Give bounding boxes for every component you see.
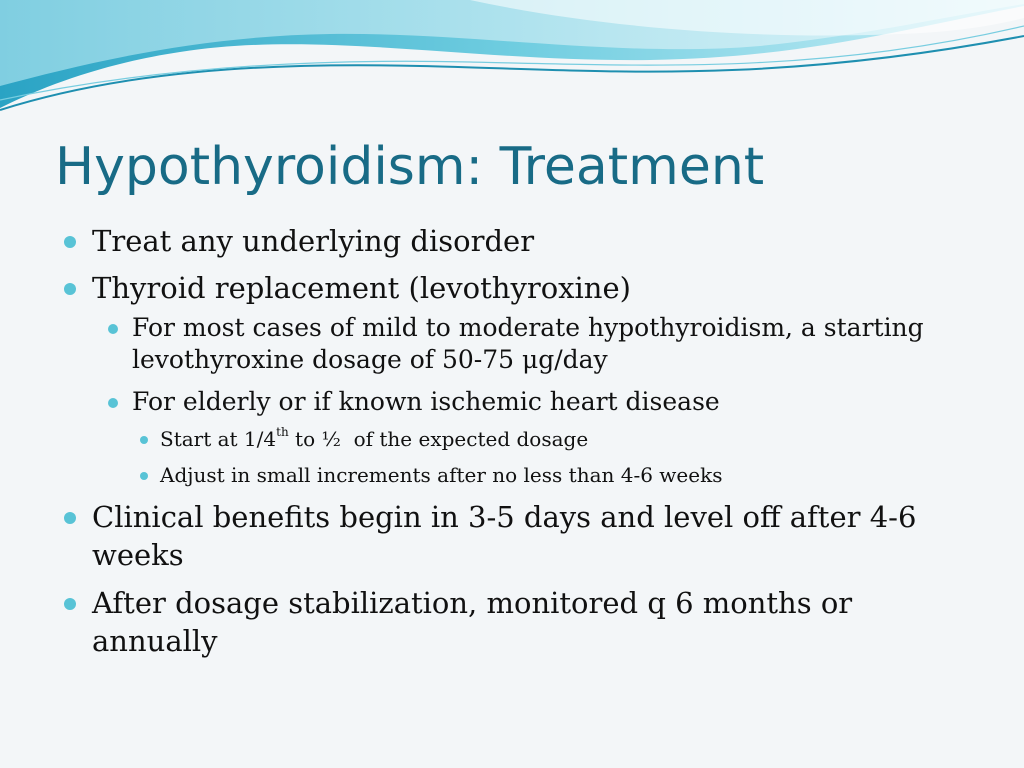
sub-sub-bullet-text-end: to ½ of the expected dosage	[288, 427, 589, 451]
sub-sub-bullet-text: Adjust in small increments after no less than 4-6 weeks	[160, 463, 723, 487]
bullet-dot-icon	[108, 324, 118, 334]
bullet-text: Treat any underlying disorder	[92, 224, 535, 258]
bullet-text: After dosage stabilization, monitored q 6 months or annually	[92, 586, 853, 658]
bullet-text: Clinical benefits begin in 3-5 days and level off after 4-6 weeks	[92, 500, 917, 572]
sub-bullet-text: For most cases of mild to moderate hypothyroidism, a starting levothyroxine dosage of 50-75 μg/day	[132, 313, 924, 374]
sub-list-item	[104, 386, 962, 488]
bullet-dot-icon	[140, 472, 148, 480]
bullet-dot-icon	[64, 283, 76, 295]
bullet-dot-icon	[64, 236, 76, 248]
sub-bullet-text: For elderly or if known ischemic heart disease	[132, 387, 720, 416]
sub-list-item	[104, 312, 962, 376]
sub-sub-list-item	[134, 462, 962, 488]
list-item	[62, 269, 962, 488]
bullet-dot-icon	[140, 436, 148, 444]
bullet-list-container	[62, 222, 962, 670]
bullet-dot-icon	[64, 598, 76, 610]
sub-sub-bullet-list	[134, 426, 962, 488]
bullet-dot-icon	[64, 512, 76, 524]
sub-bullet-list	[104, 312, 962, 488]
list-item	[62, 498, 962, 574]
superscript-th: th	[276, 425, 289, 440]
header-wave-decoration	[0, 0, 1024, 130]
sub-sub-list-item	[134, 426, 962, 452]
bullet-list	[62, 222, 962, 660]
sub-sub-bullet-text-start: Start at 1/4	[160, 427, 277, 451]
bullet-dot-icon	[108, 398, 118, 408]
slide-title: Hypothyroidism: Treatment	[55, 137, 765, 197]
bullet-text: Thyroid replacement (levothyroxine)	[92, 271, 631, 305]
list-item	[62, 222, 962, 260]
list-item	[62, 584, 962, 660]
